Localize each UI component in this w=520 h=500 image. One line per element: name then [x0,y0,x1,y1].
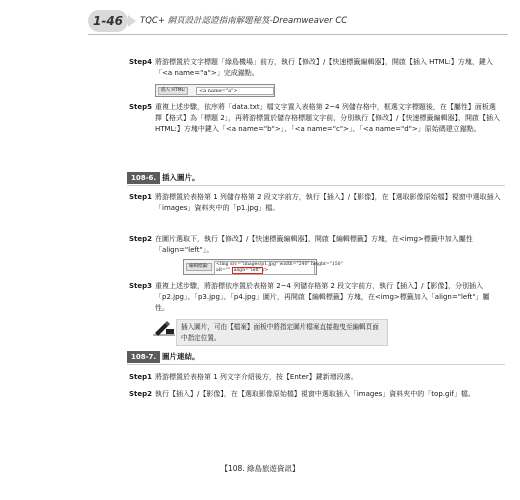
edit-tag-line-1: <img src="images/p1.jpg" width="240" height="150" [216,262,343,267]
insert-html-label: 插入 HTML: [158,87,188,95]
edit-tag-alt: alt="" [216,267,232,273]
edit-tag-label: 編輯標籤: [186,263,212,271]
edit-tag-line-2 [215,268,314,274]
page-footer: 【108. 綠島旅遊資訊】 [220,464,300,473]
section-title: 插入圖片。 [162,173,200,182]
step-text: 將游標置於表格第 1 列文字介紹後方，按【Enter】鍵新增段落。 [155,373,358,381]
step-text: 重複上述步驟，依序將「data.txt」檔文字置入表格第 2~4 列儲存格中，框選文字標題後，在【屬性】面板選擇【格式】為「標題 2」，再將游標置於儲存格標題文字前，分別執行【修改】/【快速標籤編輯器】，開啟【插入 HTML:】方塊中鍵入「<a name="b">」、「<a name="c">」、「<a name="d">」原始碼建立錨點。 [155,103,501,133]
insert-html-field: <a name="a"> [196,87,274,95]
step-label: Step1 [129,193,153,201]
step-label: Step3 [129,282,153,290]
section-number: 108-6. [127,172,160,184]
step-text: 將游標置於表格第 1 列儲存格第 2 段文字前方，執行【插入】/【影像】，在【選取影像原始檔】視窗中選取插入「images」資料夾中的「p1.jpg」檔。 [155,193,501,212]
page-header [88,10,508,34]
insert-html-box [155,84,275,97]
section-divider [127,364,505,365]
section-number: 108-7. [127,351,160,363]
pen-note-icon [153,318,175,336]
section-divider [127,185,505,186]
step-label: Step4 [129,58,153,66]
align-left-highlight: align="left" [233,267,261,273]
step-text: 將游標置於文字標題「綠島機場」前方，執行【修改】/【快速標籤編輯器】，開啟【插入 HTML:】方塊，鍵入「<a name="a">」完成錨點。 [155,58,493,77]
step-text: 在圖片選取下，執行【修改】/【快速標籤編輯器】，開啟【編輯標籤】方塊，在<img>標籤中加入屬性「align="left"」。 [155,235,473,254]
page-number-badge: 1-46 [88,10,128,32]
note-text: 插入圖片，可由【檔案】面板中將指定圖片檔案直接拖曳至編輯頁面中指定位置。 [176,319,388,346]
step-text: 重複上述步驟，將游標依序置於表格第 2~4 列儲存格第 2 段文字前方，執行【插入】/【影像】，分別插入「p2.jpg」、「p3.jpg」、「p4.jpg」圖片，再開啟【編輯標籤】方塊，在<img>標籤加入「align="left"」屬性。 [155,282,490,312]
step-label: Step5 [129,103,153,111]
step-text: 執行【插入】/【影像】，在【選取影像原始檔】視窗中選取插入「images」資料夾中的「top.gif」檔。 [155,390,475,398]
edit-tag-field [214,261,343,275]
section-title: 圖片連結。 [162,352,200,361]
step-label: Step2 [129,390,153,398]
step-label: Step2 [129,235,153,243]
header-divider [88,34,508,35]
book-title: TQC+ 網頁設計認證指南解題秘笈-Dreamweaver CC [140,16,348,26]
edit-tag-box [183,259,343,275]
step-label: Step1 [129,373,153,381]
edit-tag-close: /> [262,267,269,273]
